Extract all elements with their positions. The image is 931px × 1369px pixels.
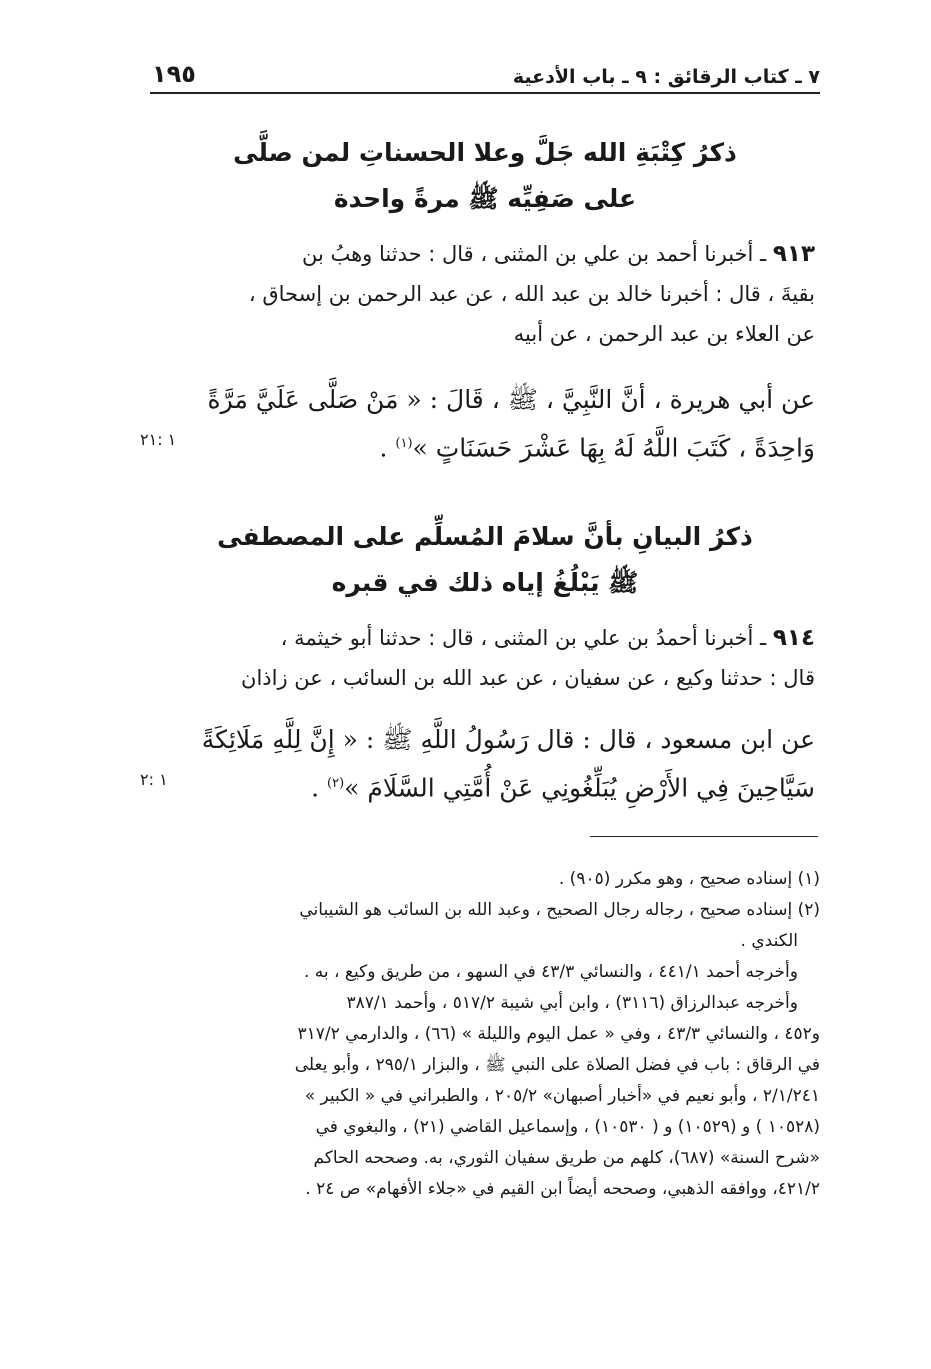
- footnote-marker: (٢): [327, 776, 345, 791]
- footnote-line: ٤٢١/٢، ووافقه الذهبي، وصححه أيضاً ابن القيم في «جلاء الأفهام» ص ٢٤ .: [305, 1179, 820, 1199]
- footnote-marker: (١): [395, 436, 413, 451]
- matn-end: .: [311, 773, 328, 803]
- heading-line: ﷺ يَبْلُغُ إياه ذلك في قبره: [331, 568, 639, 597]
- isnad-text: عن العلاء بن عبد الرحمن ، عن أبيه: [513, 322, 815, 346]
- footnote-line: (٢) إسناده صحيح ، رجاله رجال الصحيح ، وعبد الله بن السائب هو الشيباني: [299, 900, 820, 920]
- isnad-913: [135, 234, 815, 354]
- section-heading-913: [150, 130, 820, 222]
- footnote-line: وأخرجه عبدالرزاق (٣١١٦) ، وابن أبي شيبة ٥١٧/٢ ، وأحمد ٣٨٧/١: [346, 993, 798, 1013]
- footnote-line: و٤٥٢ ، والنسائي ٤٣/٣ ، وفي « عمل اليوم والليلة » (٦٦) ، والدارمي ٣١٧/٢: [297, 1024, 820, 1044]
- footnote-line: ٢/١/٢٤١ ، وأبو نعيم في «أخبار أصبهان» ٢٠٥/٢ ، والطبراني في « الكبير »: [304, 1086, 820, 1106]
- margin-reference: ١ :٢١: [140, 430, 177, 449]
- isnad-text: بقيةَ ، قال : أخبرنا خالد بن عبد الله ، عن عبد الرحمن بن إسحاق ،: [248, 282, 815, 306]
- section-heading-914: [150, 514, 820, 606]
- matn-text: سَيَّاحِينَ فِي الأَرْضِ يُبَلِّغُونِي عَنْ أُمَّتِي السَّلَامَ »: [344, 773, 815, 803]
- matn-text: عن أبي هريرة ، أنَّ النَّبِيَّ ، ﷺ ، قَالَ : « مَنْ صَلَّى عَلَيَّ مَرَّةً: [207, 385, 815, 414]
- hadith-number: ٩١٣: [772, 241, 815, 267]
- isnad-text: قال : حدثنا وكيع ، عن سفيان ، عن عبد الله بن السائب ، عن زاذان: [241, 666, 815, 690]
- footnotes: [130, 864, 820, 1205]
- margin-reference: ١ :٢: [140, 770, 168, 789]
- footnote-line: (١٠٥٢٨ ) و (١٠٥٢٩) و ( ١٠٥٣٠) ، وإسماعيل القاضي (٢١) ، والبغوي في: [315, 1117, 820, 1137]
- matn-914: [135, 718, 815, 810]
- matn-text: عن ابن مسعود ، قال : قال رَسُولُ اللَّهِ ﷺ : « إِنَّ لِلَّهِ مَلَائِكَةً: [201, 725, 815, 754]
- heading-line: على صَفِيِّه ﷺ مرةً واحدة: [333, 184, 637, 213]
- heading-line: ذكرُ البيانِ بأنَّ سلامَ المُسلِّم على المصطفى: [217, 522, 753, 551]
- hadith-number: ٩١٤: [772, 625, 815, 651]
- matn-text: وَاحِدَةً ، كَتَبَ اللَّهُ لَهُ بِهَا عَشْرَ حَسَنَاتٍ »: [412, 433, 815, 463]
- isnad-text: ـ أخبرنا أحمدُ بن علي بن المثنى ، قال : حدثنا أبو خيثمة ،: [280, 626, 773, 650]
- heading-line: ذكرُ كِتْبَةِ الله جَلَّ وعلا الحسناتِ لمن صلَّى: [233, 138, 737, 167]
- footnote-line: «شرح السنة» (٦٨٧)، كلهم من طريق سفيان الثوري، به. وصححه الحاكم: [313, 1148, 820, 1168]
- isnad-text: ـ أخبرنا أحمد بن علي بن المثنى ، قال : حدثنا وهبُ بن: [301, 242, 773, 266]
- footnote-separator: [590, 836, 818, 837]
- footnote-line: وأخرجه أحمد ٤٤١/١ ، والنسائي ٤٣/٣ في السهو ، من طريق وكيع ، به .: [303, 962, 798, 982]
- running-header: [150, 58, 820, 94]
- isnad-914: [135, 618, 815, 698]
- page-number: ١٩٥: [152, 60, 196, 88]
- footnote-line: (١) إسناده صحيح ، وهو مكرر (٩٠٥) .: [558, 869, 820, 889]
- matn-end: .: [379, 433, 396, 463]
- footnote-line: في الرقاق : باب في فضل الصلاة على النبي ﷺ ، والبزار ٢٩٥/١ ، وأبو يعلى: [294, 1055, 820, 1075]
- matn-913: [135, 378, 815, 470]
- chapter-title: ٧ ـ كتاب الرقائق : ٩ ـ باب الأدعية: [512, 66, 820, 88]
- footnote-line: الكندي .: [740, 931, 798, 951]
